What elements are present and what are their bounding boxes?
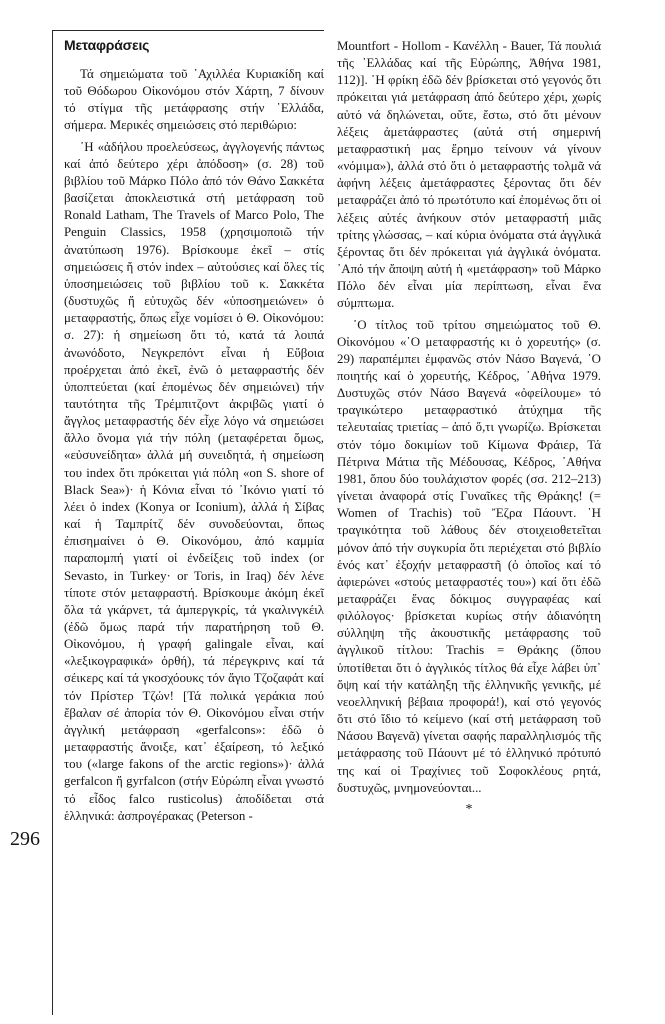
page-number: 296	[10, 828, 40, 850]
end-asterisk: *	[465, 801, 473, 817]
left-vertical-rule	[52, 30, 53, 1015]
section-title: Μεταφράσεις	[64, 37, 150, 53]
translator-dancer-paragraph: ῾Ο τίτλος τοῦ τρίτου σημειώματος τοῦ Θ. Οἰκονόμου «῾Ο μεταφραστής κι ὁ χορευτής» (σ. 29) παραπέμπει ἐμφανῶς στόν Νάσο Βαγενά, ῾Ο ποιητής καί ὁ χορευτής, Κέδρος, ᾿Αθήνα 1979. Δυστυχῶς στόν Νάσο Βαγενά «ὀφείλουμε» τό τραγικώτερο μεταφραστικό ἀτύχημα τῆς τελευταίας τριετίας – ἀπό ὅ,τι γνωρίζω. Βρίσκεται στόν τόμο δοκιμίων τοῦ Κίμωνα Φράιερ, Τά Πέτρινα Μάτια τῆς Μέδουσας, Κέδρος, ᾿Αθήνα 1981, ὅπου δύο τουλάχιστον φορές (σσ. 212–213) γίνεται ἀναφορά στίς Γυναῖκες τῆς Θράκης! (= Women of Trachis) τοῦ Ἔζρα Πάουντ. ῾Η τραγικότητα τοῦ λάθους δέν στοιχειοθετεῖται μόνον ἀπό τήν συγκυρία ὅτι περιέχεται στό βιβλίο ἑνός κατ᾿ ἐξοχήν μεταφραστῆ (ὁ ὁποῖος καί τό ἀφιερώνει «στούς μεταφραστές του») καί ὅτι ἐδῶ μεταφράζει ἕνας δόκιμος συγγραφέας καί φιλόλογος· βρίσκεται κυρίως στήν ἀδιανόητη σύλληψη τῆς ἀκουστικῆς μετάφρασης τοῦ ἀγγλικοῦ τίτλου: Trachis = Θράκης (ὅπου ὑποτίθεται ὅτι ὁ ἀγγλικός τίτλος θά εἶχε λάβει ὑπ᾿ ὄψη καί τήν κατάληξη τῆς ἑλληνικῆς γενικῆς, μέ νεοελληνική βέβαια προφορά!), καί στό γεγονός ὅτι στό ἴδιο τό κείμενο (καί στή μετάφραση τοῦ Νάσου Βαγενᾶ) γίνεται σαφής παραλληλισμός τῆς μετάφρασης τοῦ Πάουντ μέ τό ἑλληνικό πρότυπό της καί οἱ Τραχίνιες τοῦ Σοφοκλέους ρητά, δυστυχῶς, μνημονεύονται...	[337, 317, 601, 795]
marco-polo-paragraph: ῾Η «ἀδήλου προελεύσεως, ἀγγλογενής πάντως καί ἀπό δεύτερο χέρι ἀπόδοση» (σ. 28) τοῦ βιβλίου τοῦ Μάρκο Πόλο ἀπό τόν Θάνο Σακκέτα βασίζεται ἀποκλειστικά στή μετάφραση τοῦ Ronald Latham, The Travels of Marco Polo, The Penguin Classics, 1958 (χρησιμοποιῶ τήν ἀνατύπωση 1976). Βρίσκουμε ἐκεῖ – στίς σημειώσεις ἤ στόν index – αὐτούσιες καί ὅλες τίς ὑποσημειώσεις τοῦ βιβλίου τοῦ κ. Σακκέτα (δυστυχῶς ἤ εὐτυχῶς δέν «ὑποσημειώνει» ὁ μεταφραστής, ὅπως εἶχε νομίσει ὁ Θ. Οἰκονόμου: σ. 27): ἡ σημείωση ὅτι τό, κατά τά λοιπά ἀνωνόδοτο, Νεγκρεπόντ εἶναι ἡ Εὔβοια προέρχεται ἀπό ἐκεῖ, ἐνῶ ὁ μεταφραστής δέν ὑποπτεύεται (καί ἐπομένως δέν σημειώνει) τήν ταυτότητα τῆς Τρέμπιτζοντ ἀκριβῶς γιατί ὁ ἄγγλος μεταφραστής δέν εἶχε λόγο νά σημειώσει ἄλλο ὄνομα γιά τήν πόλη (μεταφέρεται ὅμως, «εὐσυνείδητα» ἀλλά μή συνειδητά, ἡ σημείωση του index ὅτι πρόκειται γιά πόλη «on S. shore of Black Sea»)· ἡ Κόνια εἶναι τό ᾿Ικόνιο γιατί τό λέει ὁ index (Konya or Iconium), ἀλλά ἡ Σίβας καί ἡ Ταμπρίτζ δέν συνοδεύονται, ὅπως ἐπισημαίνει ὁ Θ. Οἰκονόμου, ἀπό καμμία παραπομπή γιατί οἱ ἐνδείξεις τοῦ index (or Sevasto, in Turkey· or Toris, in Iraq) δέν λένε τίποτε στόν μεταφραστή. Βρίσκουμε ἀκόμη ἐκεῖ ὅλα τά γκάρνετ, τά ἀμπεργκρίς, τά γκαλινγκέιλ (ἐδῶ ὅμως παρά τήν παρατήρηση τοῦ Θ. Οἰκονόμου, ἡ γραφή galingale εἶναι, καί «λεξικογραφικά» ὀρθή), τά πέρεγκρινς καί τά σέικερς καί τά γκοσχόουκς τόν ἅγιο Τζοζαφάτ καί τόν Πρίστερ Τζών! [Τά πολικά γεράκια πού ἔβαλαν σέ ἀπορία τόν Θ. Οἰκονόμου εἶναι στήν ἀγγλική μετάφραση «gerfalcons»: ἐδῶ ὁ μεταφραστής ἄνοιξε, κατ᾿ ἐξαίρεση, τό λεξικό του («large fakons of the arctic regions»)· ἀλλά gerfalcon ἤ gyrfalcon (στήν Εὐρώπη εἶναι γνωστό τό εἶδος falco rusticolus) ἀποδίδεται στά ἑλληνικά: ἀσπρογέρακας (Peterson -	[64, 139, 324, 823]
continued-paragraph: Mountfort - Hollom - Κανέλλη - Bauer, Τά πουλιά τῆς ῾Ελλάδας καί τῆς Εὐρώπης, Ἀθήνα 1981, 112)]. ῾Η φρίκη ἐδῶ δέν βρίσκεται στό γεγονός ὅτι πρόκειται γιά μετάφραση ἀπό δεύτερο χέρι, χωρίς αὐτό νά δηλώνεται, οὔτε, ἔστω, στό ὅτι μένουν λέξεις ἀμετάφραστες (αὐτά στή σημερινή μεταφραστική μας ἔρημο τείνουν νά γίνουν «νόμιμα»), ἀλλά στό ὅτι ὁ μεταφραστής τολμᾶ νά ἀφήνη λέξεις ἀμετάφραστες ξέροντας ὅτι δέν μεταφράζει ἀπό τό πρωτότυπο καί ἐπομένως ὅτι οἱ λέξεις αὐτές ἀνήκουν στόν μεταφραστή μιᾶς τρίτης γλώσσας, – καί κύρια ὀνόματα στά ἀγγλικά ξέροντας ὅτι δέν πρόκειται γιά ἀγγλικά ὀνόματα. ᾿Από τήν ἄποψη αὐτή ἡ «μετάφραση» τοῦ Μάρκο Πόλο δέν εἶναι μία περίπτωση, εἶναι ἕνα σύμπτωμα.	[337, 39, 601, 311]
intro-paragraph: Τά σημειώματα τοῦ ᾿Αχιλλέα Κυριακίδη καί τοῦ Θόδωρου Οἰκονόμου στόν Χάρτη, 7 δίνουν τό στίγμα τῆς μετάφρασης στήν ῾Ελλάδα, σήμερα. Μερικές σημειώσεις στό περιθώριο:	[64, 67, 324, 133]
right-column	[337, 38, 601, 818]
left-column	[64, 66, 324, 825]
top-horizontal-rule	[52, 30, 324, 31]
